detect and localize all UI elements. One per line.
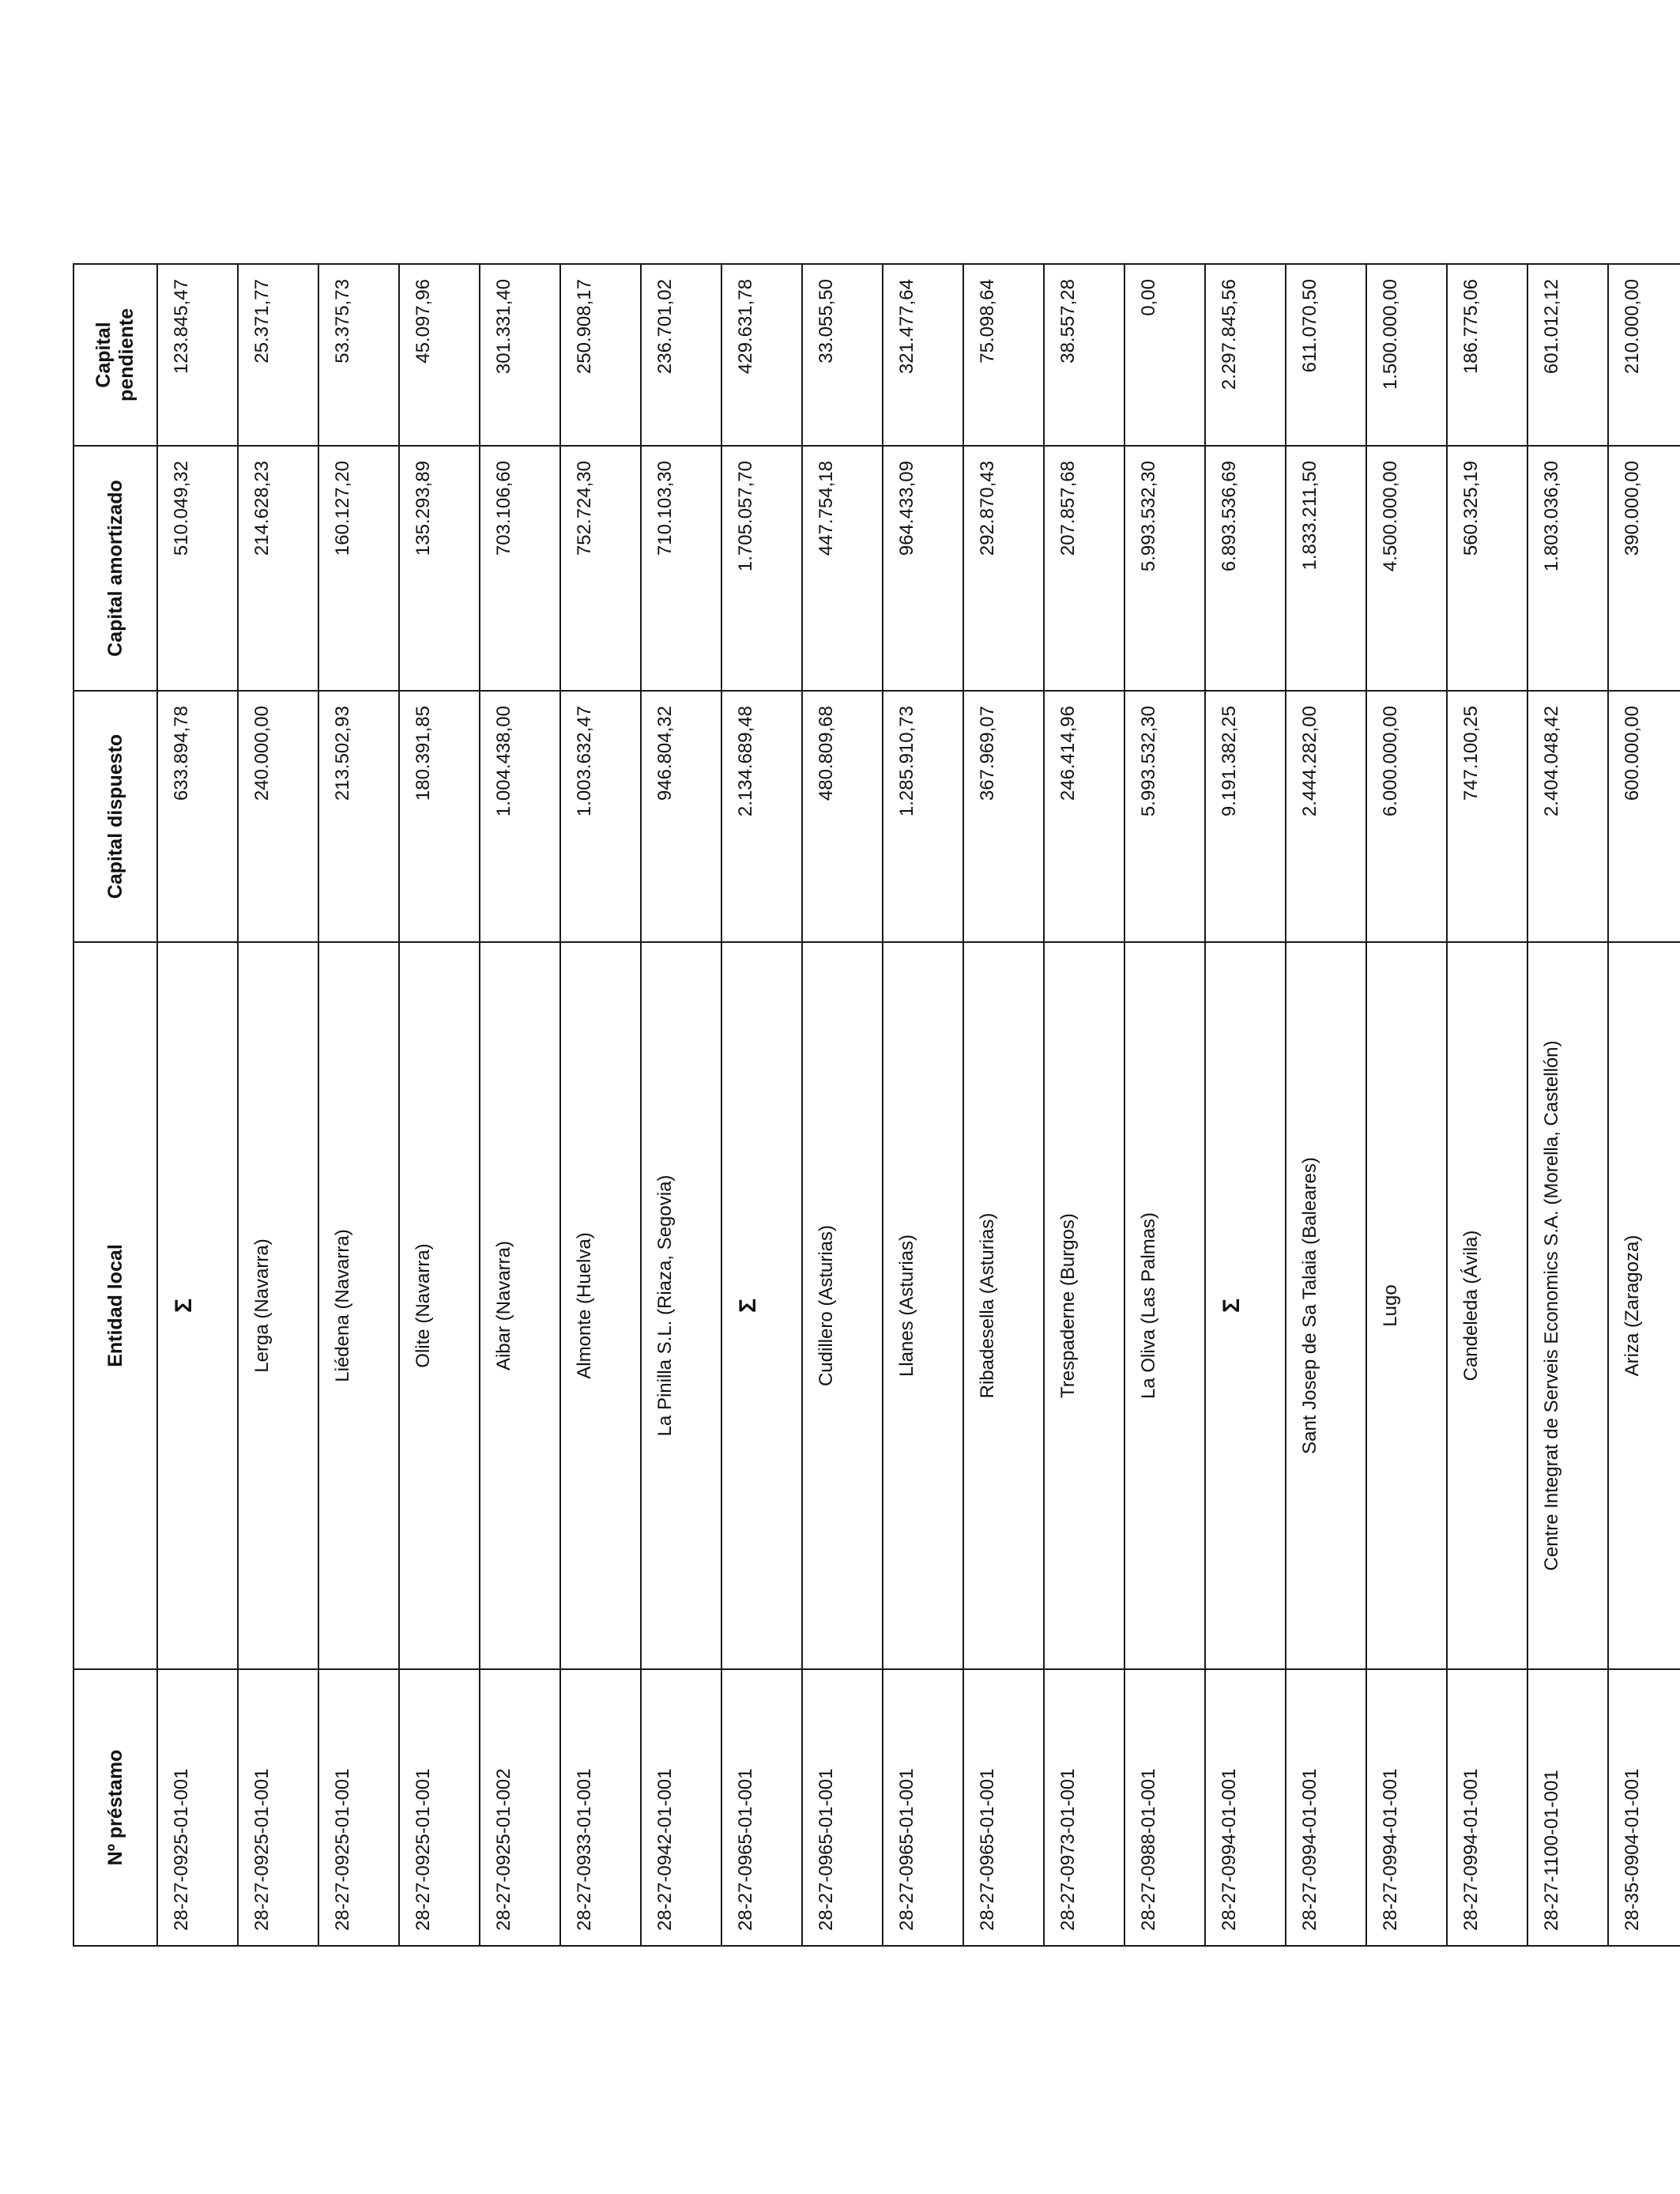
table-row (1447, 264, 1527, 1946)
capital-outstanding-cell: 1.500.000,00 (1366, 264, 1447, 446)
capital-amortized-cell: 1.803.036,30 (1527, 446, 1608, 691)
table-row (480, 264, 560, 1946)
local-entity-cell: Cudillero (Asturias) (802, 942, 883, 1669)
capital-outstanding-cell: 429.631,78 (721, 264, 802, 446)
capital-outstanding-cell: 123.845,47 (157, 264, 238, 446)
capital-amortized-cell: 447.754,18 (802, 446, 883, 691)
local-entity-cell: Almonte (Huelva) (560, 942, 641, 1669)
capital-drawn-cell: 2.444.282,00 (1286, 691, 1366, 942)
capital-drawn-cell: 2.134.689,48 (721, 691, 802, 942)
capital-outstanding-cell: 601.012,12 (1527, 264, 1608, 446)
local-entity-cell: Trespaderne (Burgos) (1044, 942, 1124, 1669)
local-entity-cell: La Pinilla S.L. (Riaza, Segovia) (641, 942, 721, 1669)
local-entity-cell: Lugo (1366, 942, 1447, 1669)
loan-number-cell: 28-27-0988-01-001 (1124, 1669, 1205, 1946)
loan-number-cell: 28-27-0994-01-001 (1366, 1669, 1447, 1946)
loan-number-cell: 28-27-0965-01-001 (802, 1669, 883, 1946)
capital-drawn-cell: 1.285.910,73 (883, 691, 963, 942)
capital-drawn-cell: 180.391,85 (399, 691, 480, 942)
table-row (157, 264, 238, 1946)
local-entity-cell: Sant Josep de Sa Talaia (Baleares) (1286, 942, 1366, 1669)
table-row (802, 264, 883, 1946)
local-entity-cell: Centre Integrat de Serveis Economics S.A. (Morella, Castellón) (1527, 942, 1608, 1669)
table-row (1608, 264, 1680, 1946)
capital-amortized-cell: 710.103,30 (641, 446, 721, 691)
capital-drawn-cell: 213.502,93 (318, 691, 399, 942)
local-entity-cell: Lerga (Navarra) (238, 942, 318, 1669)
table-row (1286, 264, 1366, 1946)
capital-drawn-cell: 367.969,07 (963, 691, 1044, 942)
capital-drawn-cell: 1.003.632,47 (560, 691, 641, 942)
local-entity-cell: Liédena (Navarra) (318, 942, 399, 1669)
capital-outstanding-cell: 210.000,00 (1608, 264, 1680, 446)
capital-amortized-cell: 5.993.532,30 (1124, 446, 1205, 691)
table-row (1205, 264, 1286, 1946)
local-entity-cell: Aibar (Navarra) (480, 942, 560, 1669)
capital-amortized-cell: 292.870,43 (963, 446, 1044, 691)
capital-drawn-cell: 246.414,96 (1044, 691, 1124, 942)
capital-amortized-cell: 510.049,32 (157, 446, 238, 691)
local-entity-cell: La Oliva (Las Palmas) (1124, 942, 1205, 1669)
loans-table (73, 263, 1680, 1947)
capital-drawn-cell: 1.004.438,00 (480, 691, 560, 942)
capital-amortized-cell: 214.628,23 (238, 446, 318, 691)
loan-number-cell: 28-27-0994-01-001 (1447, 1669, 1527, 1946)
table-header-row (73, 264, 157, 1946)
capital-outstanding-cell: 250.908,17 (560, 264, 641, 446)
capital-drawn-cell: 240.000,00 (238, 691, 318, 942)
table-row (318, 264, 399, 1946)
table-row (399, 264, 480, 1946)
capital-amortized-cell: 1.705.057,70 (721, 446, 802, 691)
capital-outstanding-cell: 301.331,40 (480, 264, 560, 446)
loan-number-cell: 28-27-0965-01-001 (721, 1669, 802, 1946)
capital-outstanding-cell: 611.070,50 (1286, 264, 1366, 446)
capital-amortized-cell: 207.857,68 (1044, 446, 1124, 691)
table-row (560, 264, 641, 1946)
capital-amortized-cell: 560.325,19 (1447, 446, 1527, 691)
sum-sigma-icon: Σ (721, 942, 802, 1669)
loan-number-cell: 28-27-0994-01-001 (1205, 1669, 1286, 1946)
loan-number-cell: 28-27-0925-01-001 (399, 1669, 480, 1946)
capital-outstanding-cell: 75.098,64 (963, 264, 1044, 446)
capital-outstanding-cell: 38.557,28 (1044, 264, 1124, 446)
loan-number-cell: 28-27-0925-01-001 (157, 1669, 238, 1946)
capital-outstanding-cell: 186.775,06 (1447, 264, 1527, 446)
capital-drawn-cell: 480.809,68 (802, 691, 883, 942)
header-local-entity: Entidad local (73, 942, 157, 1669)
sum-sigma-icon: Σ (157, 942, 238, 1669)
loan-number-cell: 28-27-0994-01-001 (1286, 1669, 1366, 1946)
loan-number-cell: 28-35-0904-01-001 (1608, 1669, 1680, 1946)
capital-outstanding-cell: 321.477,64 (883, 264, 963, 446)
loan-number-cell: 28-27-0925-01-001 (238, 1669, 318, 1946)
loan-number-cell: 28-27-0965-01-001 (883, 1669, 963, 1946)
capital-drawn-cell: 6.000.000,00 (1366, 691, 1447, 942)
loan-number-cell: 28-27-0933-01-001 (560, 1669, 641, 1946)
capital-outstanding-cell: 0,00 (1124, 264, 1205, 446)
table-body (157, 264, 1680, 1946)
capital-amortized-cell: 1.833.211,50 (1286, 446, 1366, 691)
capital-amortized-cell: 964.433,09 (883, 446, 963, 691)
capital-amortized-cell: 135.293,89 (399, 446, 480, 691)
table-row (721, 264, 802, 1946)
local-entity-cell: Llanes (Asturias) (883, 942, 963, 1669)
table-row (883, 264, 963, 1946)
capital-drawn-cell: 2.404.048,42 (1527, 691, 1608, 942)
table-row (1044, 264, 1124, 1946)
capital-drawn-cell: 600.000,00 (1608, 691, 1680, 942)
table-row (1527, 264, 1608, 1946)
capital-amortized-cell: 4.500.000,00 (1366, 446, 1447, 691)
capital-drawn-cell: 5.993.532,30 (1124, 691, 1205, 942)
header-capital-amortized: Capital amortizado (73, 446, 157, 691)
loan-number-cell: 28-27-0925-01-001 (318, 1669, 399, 1946)
loan-number-cell: 28-27-1100-01-001 (1527, 1669, 1608, 1946)
table-row (963, 264, 1044, 1946)
loan-number-cell: 28-27-0965-01-001 (963, 1669, 1044, 1946)
table-row (641, 264, 721, 1946)
capital-outstanding-cell: 236.701,02 (641, 264, 721, 446)
capital-amortized-cell: 6.893.536,69 (1205, 446, 1286, 691)
capital-amortized-cell: 752.724,30 (560, 446, 641, 691)
loan-number-cell: 28-27-0942-01-001 (641, 1669, 721, 1946)
loan-number-cell: 28-27-0925-01-002 (480, 1669, 560, 1946)
table-row (238, 264, 318, 1946)
capital-drawn-cell: 747.100,25 (1447, 691, 1527, 942)
capital-outstanding-cell: 45.097,96 (399, 264, 480, 446)
capital-amortized-cell: 160.127,20 (318, 446, 399, 691)
capital-outstanding-cell: 33.055,50 (802, 264, 883, 446)
capital-outstanding-cell: 2.297.845,56 (1205, 264, 1286, 446)
table-row (1366, 264, 1447, 1946)
local-entity-cell: Candeleda (Ávila) (1447, 942, 1527, 1669)
sum-sigma-icon: Σ (1205, 942, 1286, 1669)
capital-amortized-cell: 703.106,60 (480, 446, 560, 691)
header-capital-outstanding: Capital pendiente (73, 264, 157, 446)
rotated-page (73, 265, 1643, 1947)
capital-drawn-cell: 946.804,32 (641, 691, 721, 942)
local-entity-cell: Olite (Navarra) (399, 942, 480, 1669)
capital-drawn-cell: 9.191.382,25 (1205, 691, 1286, 942)
local-entity-cell: Ariza (Zaragoza) (1608, 942, 1680, 1669)
local-entity-cell: Ribadesella (Asturias) (963, 942, 1044, 1669)
capital-drawn-cell: 633.894,78 (157, 691, 238, 942)
header-loan-number: Nº préstamo (73, 1669, 157, 1946)
loan-number-cell: 28-27-0973-01-001 (1044, 1669, 1124, 1946)
header-capital-drawn: Capital dispuesto (73, 691, 157, 942)
table-row (1124, 264, 1205, 1946)
capital-outstanding-cell: 25.371,77 (238, 264, 318, 446)
capital-outstanding-cell: 53.375,73 (318, 264, 399, 446)
capital-amortized-cell: 390.000,00 (1608, 446, 1680, 691)
